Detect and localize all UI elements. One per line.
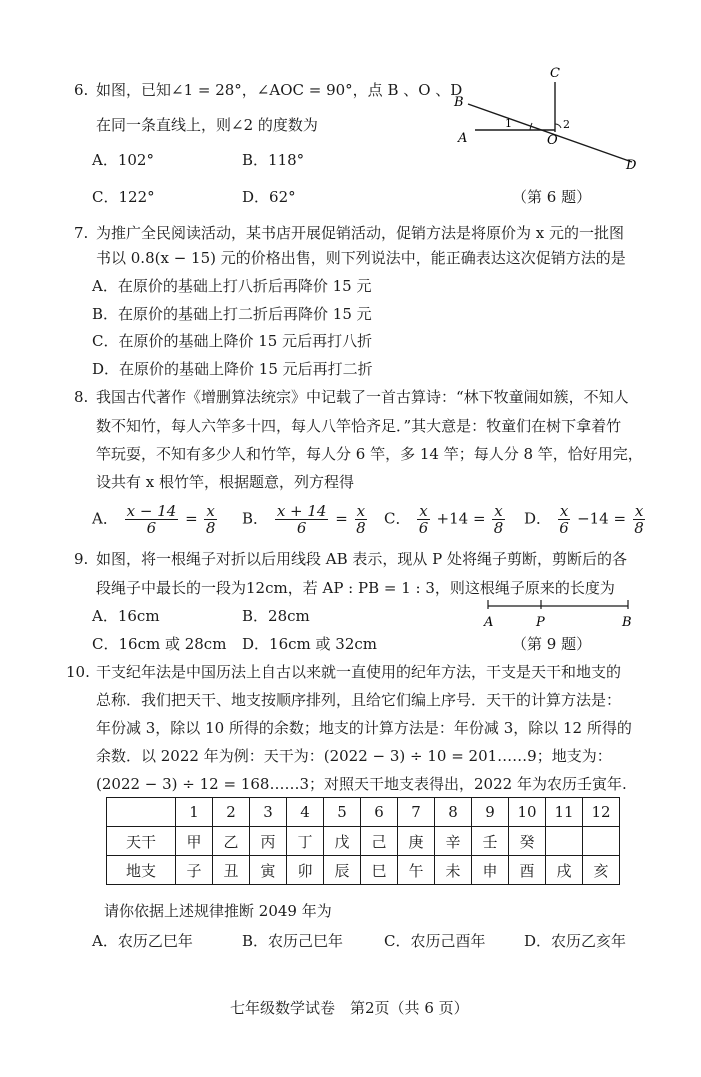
q10-text-line4: 余数．以 2022 年为例：天干为：(2022 − 3) ÷ 10 = 201……9；地支为： <box>96 747 612 765</box>
q6-text-line2: 在同一条直线上，则∠2 的度数为 <box>96 116 318 134</box>
q6-number: 6. <box>74 81 89 99</box>
q7-text-line2: 书以 0.8(x − 15) 元的价格出售，则下列说法中，能正确表达这次促销方法的是 <box>96 249 626 267</box>
q10-option-b[interactable]: B．农历己巳年 <box>242 932 344 950</box>
q6-caption: （第 6 题） <box>512 188 592 206</box>
q8-option-c[interactable]: C． $\frac{x}{6}$ +14 = $\frac{x}{8}$ <box>384 502 504 537</box>
q9-option-d[interactable]: D．16cm 或 32cm <box>242 635 377 653</box>
q6-option-a[interactable]: A．102° <box>92 151 154 169</box>
q9-text-line1: 如图，将一根绳子对折以后用线段 AB 表示，现从 P 处将绳子剪断，剪断后的各 <box>96 550 628 568</box>
q6-option-b[interactable]: B．118° <box>242 151 305 169</box>
q7-option-c[interactable]: C．在原价的基础上降价 15 元后再打八折 <box>92 332 373 350</box>
q9-number: 9. <box>74 550 89 568</box>
table-row-tiangan: 天干 甲 乙 丙 丁 戊 己 庚 辛 壬 癸 <box>107 827 620 856</box>
label-b: B <box>622 615 632 630</box>
angle-2-arc <box>555 124 561 128</box>
q10-option-a[interactable]: A．农历乙巳年 <box>92 932 193 950</box>
q10-text-line5: (2022 − 3) ÷ 12 = 168……3；对照天干地支表得出，2022 年为农历壬寅年. <box>96 775 627 793</box>
table-header-row: 1 2 3 4 5 6 7 8 9 10 11 12 <box>107 798 620 827</box>
q7-option-b[interactable]: B．在原价的基础上打二折后再降价 15 元 <box>92 305 372 323</box>
label-a: A <box>458 131 468 146</box>
q9-option-a[interactable]: A．16cm <box>92 607 160 625</box>
q10-text-line3: 年份减 3，除以 10 所得的余数；地支的计算方法是：年份减 3，除以 12 所得的 <box>96 719 632 737</box>
q10-number: 10. <box>66 663 90 681</box>
q8-option-b[interactable]: B． $\frac{x + 14}{6}$ = $\frac{x}{8}$ <box>242 502 366 537</box>
q7-number: 7. <box>74 224 89 242</box>
q9-option-b[interactable]: B．28cm <box>242 607 310 625</box>
q9-option-c[interactable]: C．16cm 或 28cm <box>92 635 227 653</box>
q8-option-a[interactable]: A． $\frac{x - 14}{6}$ = $\frac{x}{8}$ <box>92 502 216 537</box>
q8-number: 8. <box>74 388 89 406</box>
label-angle-1: 1 <box>505 117 512 130</box>
label-o: O <box>547 133 558 148</box>
q10-prompt: 请你依据上述规律推断 2049 年为 <box>104 902 332 920</box>
q9-caption: （第 9 题） <box>512 635 592 653</box>
q7-option-d[interactable]: D．在原价的基础上降价 15 元后再打二折 <box>92 360 373 378</box>
label-angle-2: 2 <box>563 118 570 131</box>
label-p: P <box>536 615 545 630</box>
q8-text-line2: 数不知竹，每人六竿多十四，每人八竿恰齐足．”其大意是：牧童们在树下拿着竹 <box>96 417 622 435</box>
q6-geometry-figure <box>450 62 650 180</box>
q8-text-line4: 设共有 x 根竹竿，根据题意，列方程得 <box>96 473 354 491</box>
q9-text-line2: 段绳子中最长的一段为12cm，若 AP : PB = 1 : 3，则这根绳子原来的长度为 <box>96 579 615 597</box>
q8-text-line1: 我国古代著作《增删算法统宗》中记载了一首古算诗：“林下牧童闹如簇，不知人 <box>96 388 629 406</box>
label-c: C <box>550 66 560 81</box>
label-d: D <box>626 158 637 173</box>
q6-option-d[interactable]: D．62° <box>242 188 296 206</box>
q10-text-line1: 干支纪年法是中国历法上自古以来就一直使用的纪年方法，干支是天干和地支的 <box>96 663 622 681</box>
ganzhi-table <box>106 797 620 885</box>
q7-text-line1: 为推广全民阅读活动，某书店开展促销活动，促销方法是将原价为 x 元的一批图 <box>96 224 624 242</box>
q6-text-line1: 如图，已知∠1 = 28°，∠AOC = 90°，点 B 、O 、D <box>96 81 463 99</box>
q8-text-line3: 竿玩耍，不知有多少人和竹竿，每人分 6 竿，多 14 竿；每人分 8 竿，恰好用完， <box>96 445 643 463</box>
page-footer: 七年级数学试卷 第2页（共 6 页） <box>230 999 469 1017</box>
q7-option-a[interactable]: A．在原价的基础上打八折后再降价 15 元 <box>92 277 372 295</box>
q9-segment-figure <box>478 596 638 630</box>
q8-option-d[interactable]: D． $\frac{x}{6}$ −14 = $\frac{x}{8}$ <box>524 502 644 537</box>
q10-option-d[interactable]: D．农历乙亥年 <box>524 932 627 950</box>
label-a: A <box>484 615 494 630</box>
label-b: B <box>454 95 464 110</box>
q10-option-c[interactable]: C．农历己酉年 <box>384 932 486 950</box>
table-row-dizhi: 地支 子 丑 寅 卯 辰 巳 午 未 申 酉 戌 亥 <box>107 856 620 885</box>
q6-option-c[interactable]: C．122° <box>92 188 155 206</box>
q10-text-line2: 总称．我们把天干、地支按顺序排列，且给它们编上序号．天干的计算方法是： <box>96 691 622 709</box>
